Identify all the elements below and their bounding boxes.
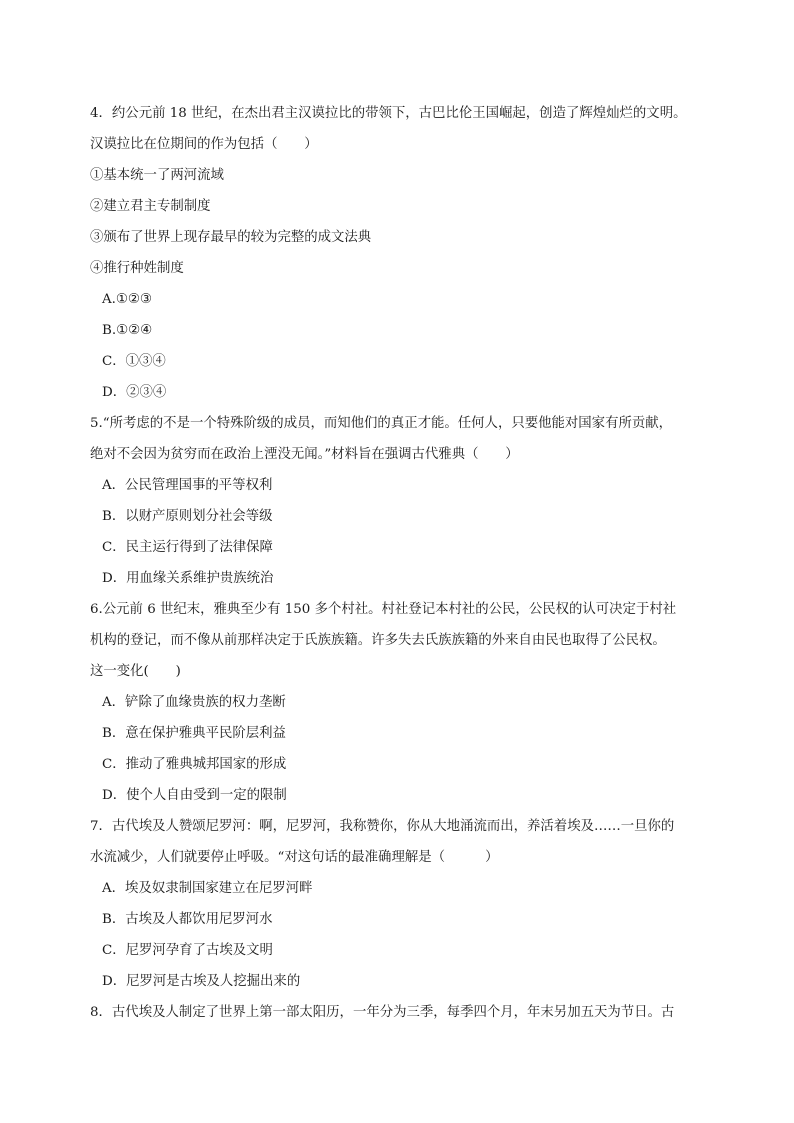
answer-option-d: D．②③④ [102,385,167,400]
question-stem-line: 5.“所考虑的不是一个特殊阶级的成员，而知他们的真正才能。任何人，只要他能对国家有所贡献， [90,416,673,431]
answer-option-b: B．意在保护雅典平民阶层利益 [102,726,286,741]
question-stem-line: 这一变化( ) [90,664,181,679]
answer-option-a: A．公民管理国事的平等权利 [102,478,273,493]
answer-option-c: C．民主运行得到了法律保障 [102,540,273,555]
answer-option-d: D．尼罗河是古埃及人挖掘出来的 [102,974,301,989]
statement-item: ③颁布了世界上现存最早的较为完整的成文法典 [90,230,372,245]
answer-option-d: D．用血缘关系维护贵族统治 [102,571,274,586]
question-4 [90,98,702,408]
question-7 [90,811,702,997]
answer-option-b: B.①②④ [102,323,153,338]
question-5 [90,408,702,594]
answer-option-c: C．推动了雅典城邦国家的形成 [102,757,287,772]
answer-option-a: A．埃及奴隶制国家建立在尼罗河畔 [102,881,313,896]
answer-option-a: A.①②③ [102,292,152,307]
question-stem-line: 水流减少，人们就要停止呼吸。“对这句话的最准确理解是（ ） [90,850,499,865]
question-8 [90,997,702,1028]
statement-item: ②建立君主专制制度 [90,199,211,214]
question-stem-line: 4．约公元前 18 世纪，在杰出君主汉谟拉比的带领下，古巴比伦王国崛起，创造了辉煌灿烂的文明。 [90,106,687,121]
answer-option-d: D．使个人自由受到一定的限制 [102,788,287,803]
answer-option-c: C．①③④ [102,354,166,369]
question-stem-line: 绝对不会因为贫穷而在政治上湮没无闻。”材料旨在强调古代雅典（ ） [90,447,519,462]
answer-option-c: C．尼罗河孕育了古埃及文明 [102,943,273,958]
question-stem-line: 机构的登记，而不像从前那样决定于氏族族籍。许多失去氏族族籍的外来自由民也取得了公民权。 [90,633,666,648]
statement-item: ④推行种姓制度 [90,261,184,276]
answer-option-a: A．铲除了血缘贵族的权力垄断 [102,695,286,710]
question-stem-line: 8．古代埃及人制定了世界上第一部太阳历，一年分为三季，每季四个月，年末另加五天为节日。古 [90,1005,675,1020]
statement-item: ①基本统一了两河流域 [90,168,224,183]
question-stem-line: 汉谟拉比在位期间的作为包括（ ） [90,137,318,152]
answer-option-b: B．以财产原则划分社会等级 [102,509,273,524]
question-6 [90,594,702,811]
question-stem-line: 7．古代埃及人赞颂尼罗河：啊，尼罗河，我称赞你，你从大地涌流而出，养活着埃及……一旦你的 [90,819,675,834]
exam-page [90,98,702,1028]
question-stem-line: 6.公元前 6 世纪末，雅典至少有 150 多个村社。村社登记本村社的公民，公民权的认可决定于村社 [90,602,677,617]
answer-option-b: B．古埃及人都饮用尼罗河水 [102,912,273,927]
